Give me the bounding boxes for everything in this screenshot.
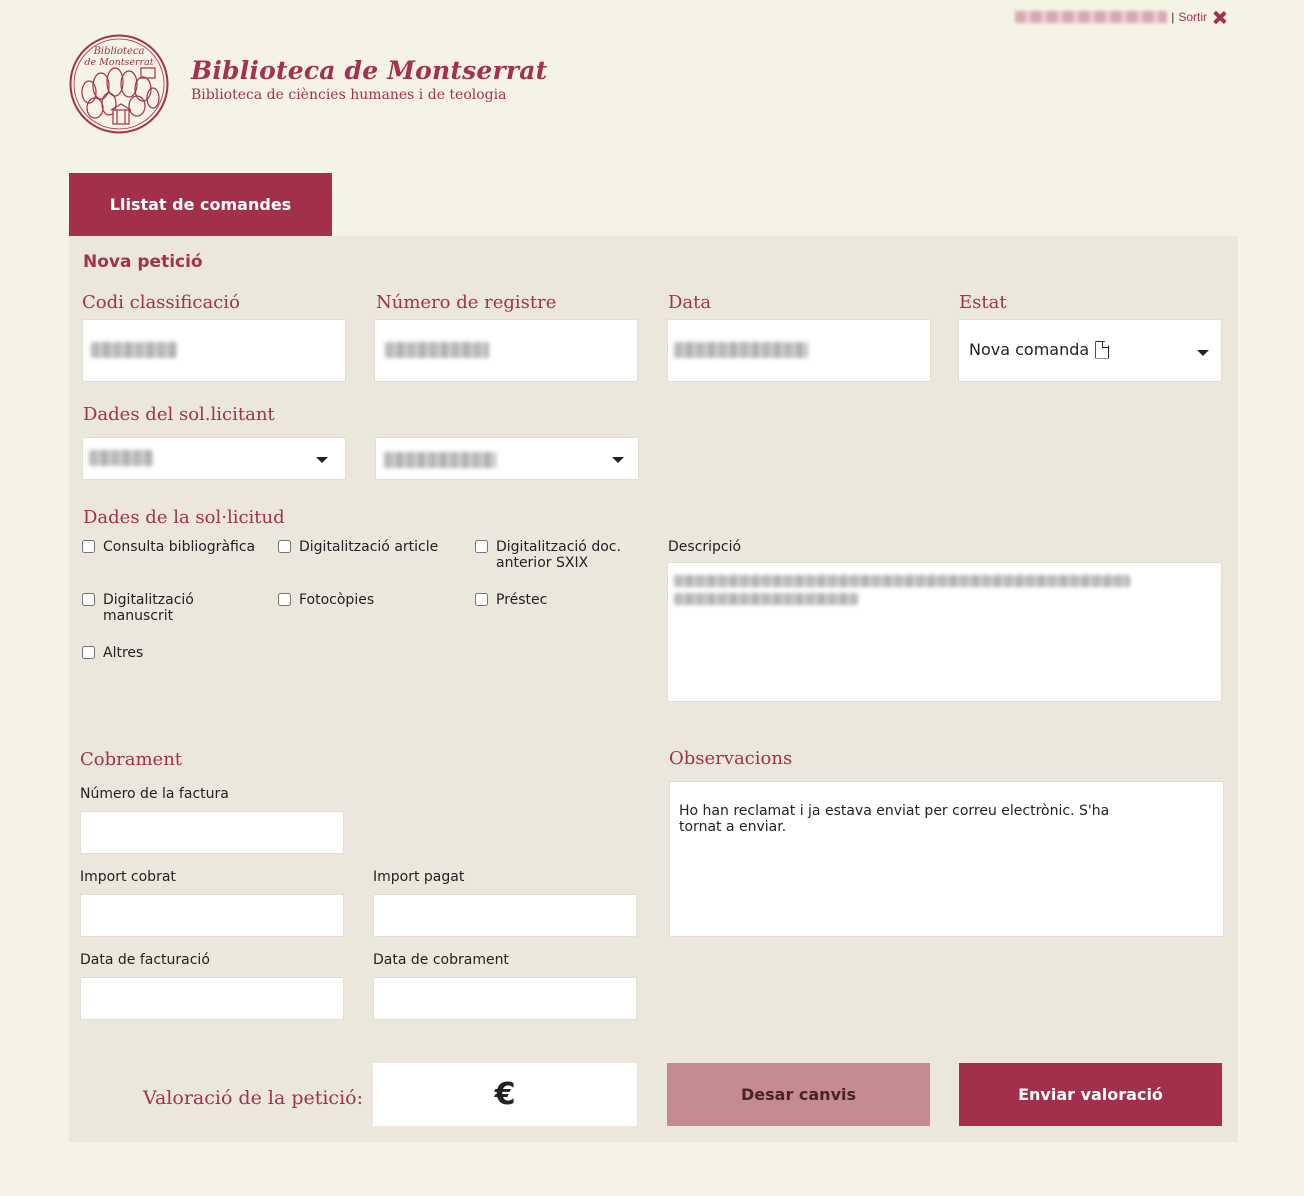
checkbox-digitalitzacio-article[interactable] — [278, 539, 468, 555]
seal-text-line2: de Montserrat — [84, 57, 154, 68]
logout-link[interactable]: Sortir — [1178, 10, 1207, 24]
redacted-value — [674, 342, 808, 358]
redacted-value — [89, 450, 153, 466]
estat-selected — [969, 340, 1109, 359]
checkbox-input[interactable] — [278, 540, 291, 553]
numero-registre-input[interactable] — [374, 319, 638, 382]
checkbox-fotocopies[interactable] — [278, 592, 468, 608]
redacted-value — [91, 342, 177, 358]
checkbox-consulta-bibliografica[interactable] — [82, 539, 272, 555]
checkbox-label: Digitalització doc. anterior SXIX — [496, 539, 621, 571]
checkbox-digitalitzacio-doc[interactable] — [475, 539, 645, 571]
sollicitant-select-1[interactable] — [82, 437, 346, 480]
estat-label: Estat — [959, 292, 1007, 313]
checkbox-altres[interactable] — [82, 645, 272, 661]
checkbox-prestec[interactable] — [475, 592, 665, 608]
document-icon — [1095, 341, 1109, 359]
observacions-label: Observacions — [669, 748, 793, 769]
close-icon[interactable] — [1213, 11, 1226, 24]
library-seal-logo[interactable] — [69, 34, 169, 134]
data-label: Data — [668, 292, 712, 313]
redacted-value — [674, 575, 1130, 587]
checkbox-input[interactable] — [82, 646, 95, 659]
chevron-down-icon[interactable] — [1197, 350, 1209, 356]
redacted-value — [384, 452, 496, 468]
factura-input[interactable] — [80, 811, 344, 854]
save-button[interactable]: Desar canvis — [667, 1063, 930, 1126]
checkbox-label: Consulta bibliogràfica — [103, 539, 256, 555]
observacions-value: Ho han reclamat i ja estava enviat per correu electrònic. S'ha tornat a enviar. — [679, 803, 1110, 835]
sollicitant-label: Dades del sol.licitant — [83, 404, 275, 425]
chevron-down-icon[interactable] — [316, 457, 328, 463]
euro-icon: € — [494, 1077, 516, 1112]
data-cobrament-input[interactable] — [373, 977, 637, 1020]
codi-input[interactable] — [82, 319, 346, 382]
numero-registre-label: Número de registre — [376, 292, 557, 313]
checkbox-input[interactable] — [82, 593, 95, 606]
checkbox-digitalitzacio-manuscrit[interactable] — [82, 592, 242, 624]
checkbox-input[interactable] — [475, 540, 488, 553]
valoracio-input[interactable] — [373, 1063, 637, 1126]
chevron-down-icon[interactable] — [612, 457, 624, 463]
descripcio-textarea[interactable] — [667, 562, 1222, 702]
tab-llistat-de-comandes[interactable]: Llistat de comandes — [69, 173, 332, 236]
library-title: Biblioteca de Montserrat — [191, 56, 548, 85]
checkbox-label: Préstec — [496, 592, 548, 608]
username-redacted — [1015, 11, 1167, 23]
page-title: Nova petició — [83, 252, 203, 272]
send-valuation-button[interactable]: Enviar valoració — [959, 1063, 1222, 1126]
redacted-value — [385, 342, 489, 358]
codi-label: Codi classificació — [82, 292, 240, 313]
factura-label: Número de la factura — [80, 786, 229, 802]
separator: | — [1171, 10, 1175, 24]
descripcio-label: Descripció — [668, 539, 742, 555]
import-cobrat-input[interactable] — [80, 894, 344, 937]
checkbox-label: Altres — [103, 645, 144, 661]
seal-text-line1: Biblioteca — [93, 46, 145, 57]
cobrament-label: Cobrament — [80, 749, 183, 770]
import-pagat-input[interactable] — [373, 894, 637, 937]
checkbox-input[interactable] — [475, 593, 488, 606]
checkbox-label: Fotocòpies — [299, 592, 375, 608]
data-facturacio-input[interactable] — [80, 977, 344, 1020]
sollicitud-label: Dades de la sol·licitud — [83, 507, 285, 528]
import-cobrat-label: Import cobrat — [80, 869, 176, 885]
data-cobrament-label: Data de cobrament — [373, 952, 509, 968]
estat-value: Nova comanda — [969, 340, 1090, 359]
redacted-value — [674, 593, 858, 605]
library-subtitle: Biblioteca de ciències humanes i de teologia — [191, 87, 507, 103]
valoracio-label: Valoració de la petició: — [143, 1087, 363, 1109]
data-facturacio-label: Data de facturació — [80, 952, 210, 968]
checkbox-input[interactable] — [82, 540, 95, 553]
data-input[interactable] — [667, 319, 931, 382]
user-bar — [1015, 10, 1226, 24]
checkbox-label: Digitalització article — [299, 539, 439, 555]
sollicitant-select-2[interactable] — [375, 437, 639, 480]
checkbox-label: Digitalització manuscrit — [103, 592, 194, 624]
checkbox-input[interactable] — [278, 593, 291, 606]
import-pagat-label: Import pagat — [373, 869, 465, 885]
